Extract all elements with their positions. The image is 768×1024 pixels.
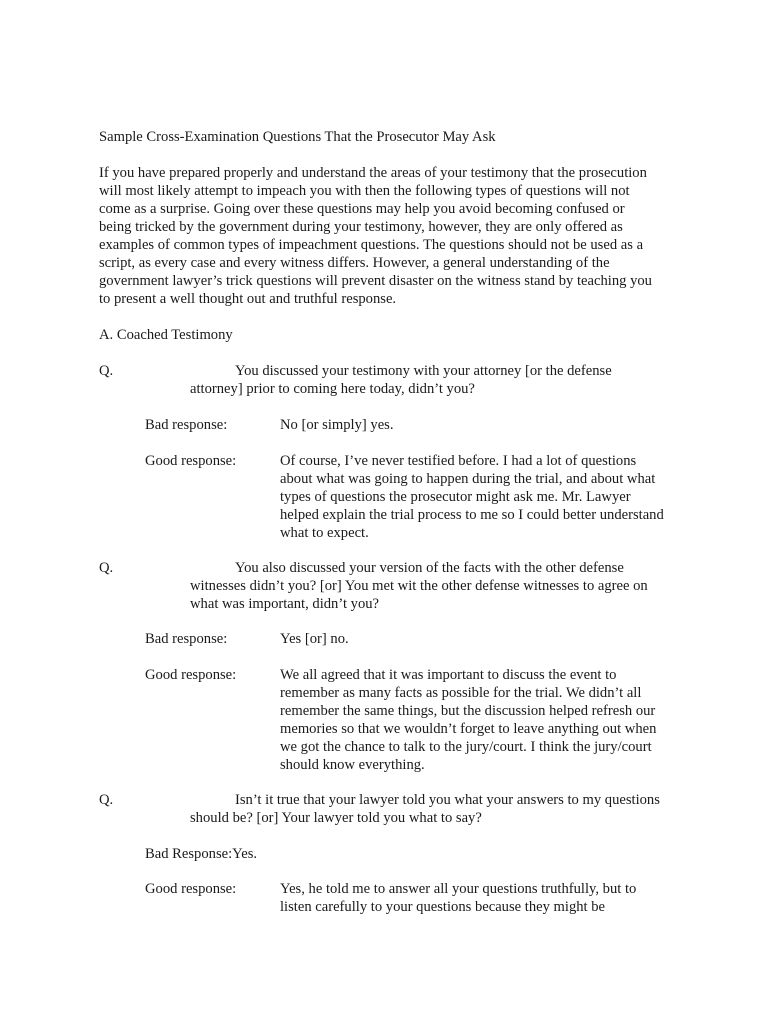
good-response-line: should know everything. [280,757,425,773]
question-line: attorney] prior to coming here today, didn’t you? [190,381,475,397]
document-title: Sample Cross-Examination Questions That the Prosecutor May Ask [99,129,496,145]
bad-response-text [280,630,700,648]
good-response-line: memories so that we wouldn’t forget to leave anything out when [280,721,657,737]
section-heading: A. Coached Testimony [99,327,233,343]
intro-line: If you have prepared properly and understand the areas of your testimony that the prosecution [99,165,647,181]
good-response-line: We all agreed that it was important to discuss the event to [280,667,617,683]
bad-response-line: No [or simply] yes. [280,417,394,433]
good-response-label: Good response: [145,667,237,683]
good-response-label: Good response: [145,881,237,897]
bad-response-label: Bad response: [145,417,228,433]
question-line: You also discussed your version of the facts with the other defense [235,560,624,576]
bad-response-line: Yes [or] no. [280,631,349,647]
good-response-line: helped explain the trial process to me so I could better understand [280,507,664,523]
good-response-line: types of questions the prosecutor might ask me. Mr. Lawyer [280,489,631,505]
good-response-line: Yes, he told me to answer all your questions truthfully, but to [280,881,637,897]
good-response-text [280,880,700,916]
good-response-line: remember the same things, but the discussion helped refresh our [280,703,656,719]
good-response-label: Good response: [145,453,237,469]
good-response-line: listen carefully to your questions because they might be [280,899,606,915]
intro-line: examples of common types of impeachment questions. The questions should not be used as a [99,237,644,253]
intro-line: being tricked by the government during your testimony, however, they are only offered as [99,219,623,235]
intro-line: government lawyer’s trick questions will prevent disaster on the witness stand by teaching you [99,273,652,289]
good-response-line: remember as many facts as possible for the trial. We didn’t all [280,685,642,701]
question-line: You discussed your testimony with your attorney [or the defense [235,363,612,379]
intro-paragraph [99,164,679,308]
intro-line: script, as every case and every witness differs. However, a general understanding of the [99,255,610,271]
bad-response-label: Bad response: [145,631,228,647]
intro-line: will most likely attempt to impeach you with then the following types of questions will not [99,183,630,199]
question-line: witnesses didn’t you? [or] You met wit the other defense witnesses to agree on [190,578,648,594]
question-marker: Q. [99,363,114,379]
good-response-line: we got the chance to talk to the jury/court. I think the jury/court [280,739,652,755]
good-response-line: what to expect. [280,525,369,541]
good-response-text [280,452,700,542]
good-response-line: Of course, I’ve never testified before. I had a lot of questions [280,453,637,469]
intro-line: come as a surprise. Going over these questions may help you avoid becoming confused or [99,201,625,217]
bad-response-text [280,416,700,434]
question-marker: Q. [99,792,114,808]
good-response-text [280,666,700,774]
question-line: should be? [or] Your lawyer told you what to say? [190,810,482,826]
question-line: Isn’t it true that your lawyer told you what your answers to my questions [235,792,660,808]
good-response-line: about what was going to happen during the trial, and about what [280,471,656,487]
question-marker: Q. [99,560,114,576]
intro-line: to present a well thought out and truthful response. [99,291,397,307]
question-line: what was important, didn’t you? [190,596,380,612]
bad-response-inline: Bad Response:Yes. [145,846,258,862]
